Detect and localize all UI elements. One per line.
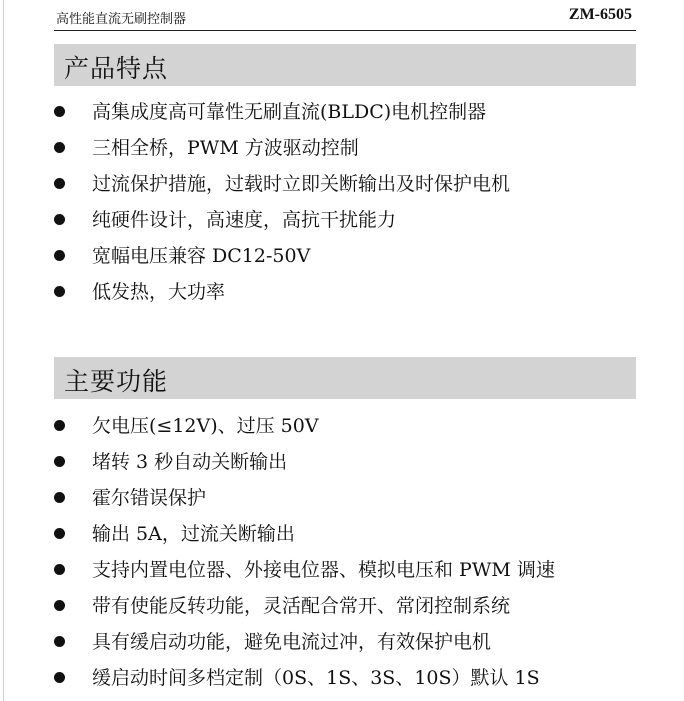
- bullet-icon: [54, 672, 65, 683]
- list-item: [54, 517, 654, 549]
- list-item: [54, 625, 654, 657]
- list-item-text: 纯硬件设计，高速度，高抗干扰能力: [92, 209, 397, 231]
- page-left-border: [3, 0, 4, 701]
- section-heading-functions: [54, 357, 636, 399]
- list-item: [54, 131, 654, 163]
- list-item-text: 带有使能反转功能，灵活配合常开、常闭控制系统: [92, 595, 511, 617]
- list-item-text: 宽幅电压兼容 DC12-50V: [92, 245, 311, 267]
- bullet-icon: [54, 636, 65, 647]
- bullet-icon: [54, 142, 65, 153]
- bullet-icon: [54, 214, 65, 225]
- list-item-text: 支持内置电位器、外接电位器、模拟电压和 PWM 调速: [92, 559, 555, 581]
- section-title: 主要功能: [64, 367, 169, 396]
- list-item: [54, 203, 654, 235]
- list-item-text: 欠电压(≤12V)、过压 50V: [92, 415, 319, 437]
- bullet-icon: [54, 564, 65, 575]
- bullet-icon: [54, 420, 65, 431]
- bullet-icon: [54, 286, 65, 297]
- list-item: [54, 239, 654, 271]
- bullet-icon: [54, 528, 65, 539]
- list-item-text: 堵转 3 秒自动关断输出: [92, 451, 288, 473]
- list-item: [54, 481, 654, 513]
- list-item: [54, 553, 654, 585]
- list-item: [54, 445, 654, 477]
- bullet-icon: [54, 600, 65, 611]
- section-title: 产品特点: [64, 54, 169, 83]
- list-item-text: 输出 5A，过流关断输出: [92, 523, 295, 545]
- bullet-icon: [54, 250, 65, 261]
- list-item: [54, 167, 654, 199]
- list-item: [54, 95, 654, 127]
- list-item-text: 缓启动时间多档定制（0S、1S、3S、10S）默认 1S: [92, 667, 540, 689]
- list-item-text: 具有缓启动功能，避免电流过冲，有效保护电机: [92, 631, 492, 653]
- document-header: [54, 4, 636, 31]
- list-item: [54, 275, 654, 307]
- bullet-icon: [54, 178, 65, 189]
- bullet-icon: [54, 492, 65, 503]
- model-number: ZM-6505: [568, 6, 632, 23]
- bullet-icon: [54, 106, 65, 117]
- section-heading-features: [54, 44, 636, 86]
- document-title: 高性能直流无刷控制器: [56, 12, 187, 27]
- list-item: [54, 409, 654, 441]
- list-item: [54, 589, 654, 621]
- list-item-text: 过流保护措施，过载时立即关断输出及时保护电机: [92, 173, 511, 195]
- list-item-text: 霍尔错误保护: [92, 487, 207, 509]
- list-item: [54, 661, 654, 693]
- list-item-text: 低发热，大功率: [92, 281, 226, 303]
- bullet-icon: [54, 456, 65, 467]
- list-item-text: 高集成度高可靠性无刷直流(BLDC)电机控制器: [92, 101, 487, 123]
- list-item-text: 三相全桥，PWM 方波驱动控制: [92, 137, 359, 159]
